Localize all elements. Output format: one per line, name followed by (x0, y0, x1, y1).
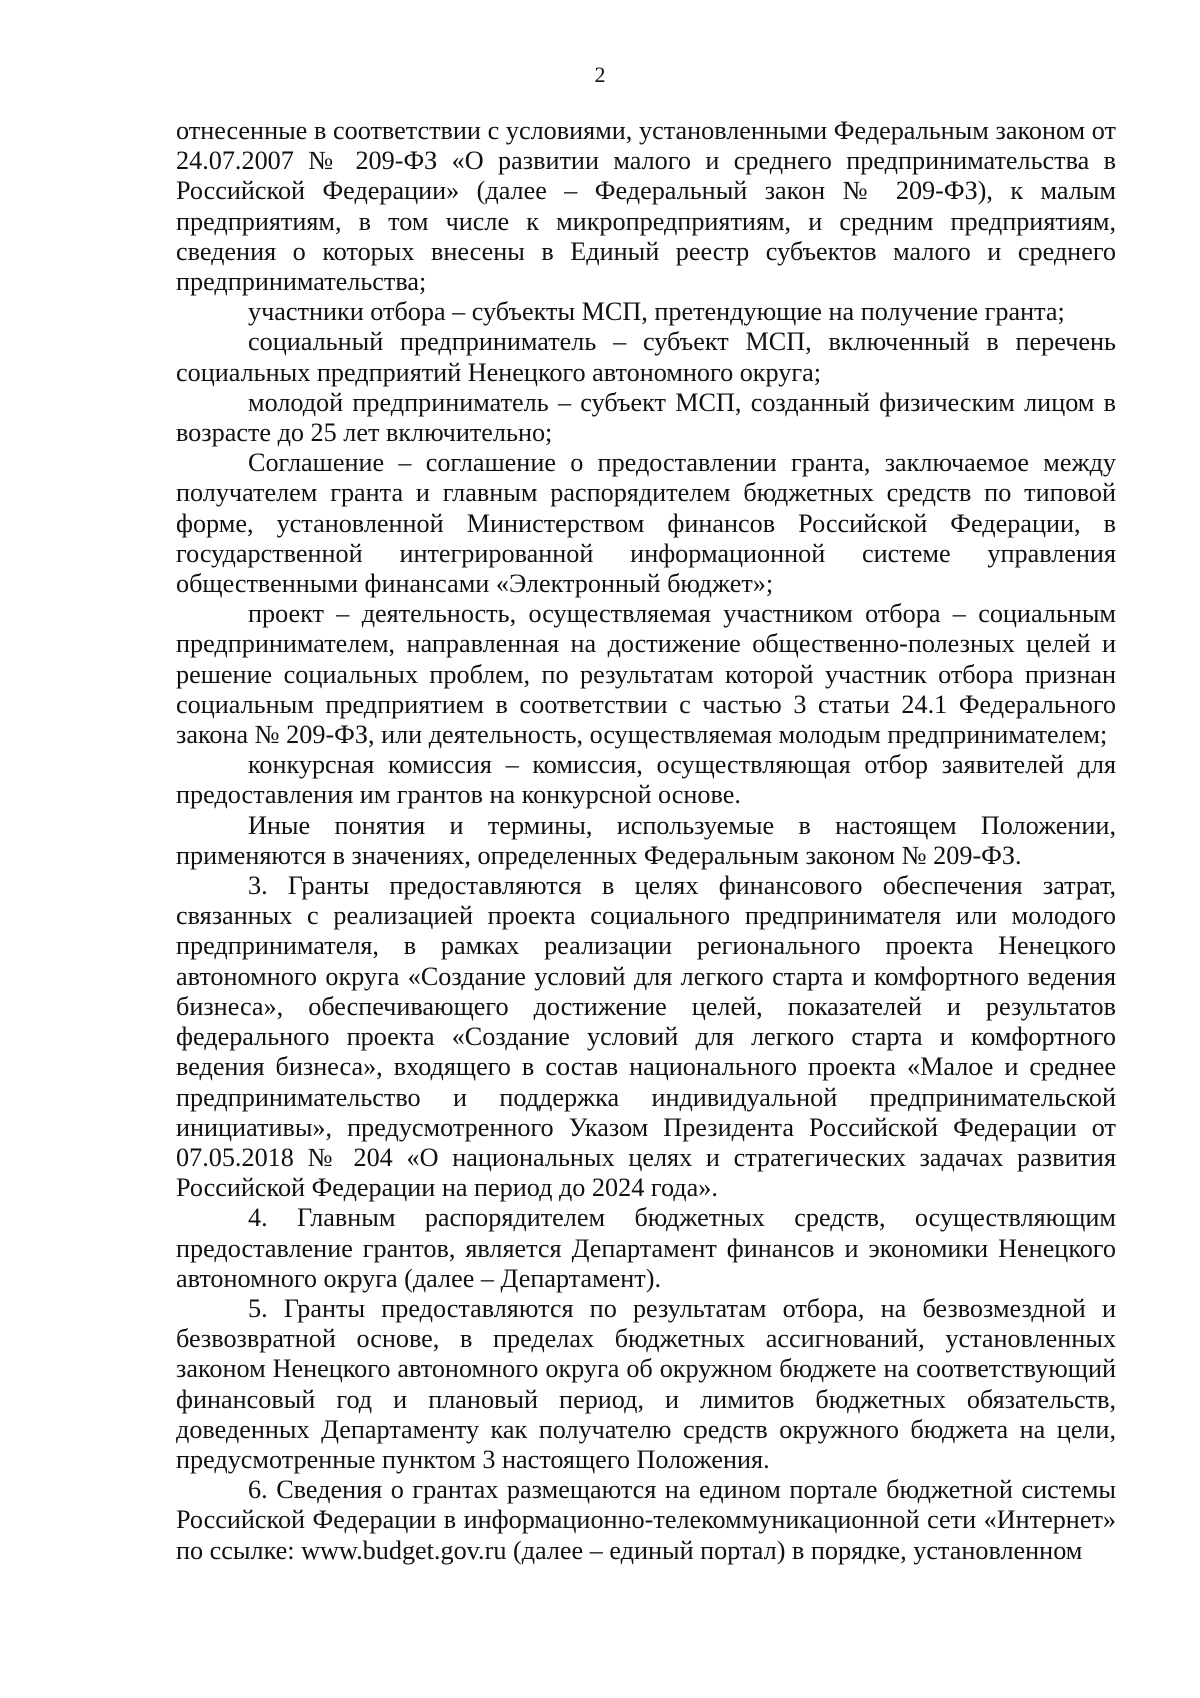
paragraph-definition-social-entrepreneur: социальный предприниматель – субъект МСП, включенный в перечень социальных предприятий Ненецкого автономного округа; (176, 327, 1116, 387)
paragraph-definition-commission: конкурсная комиссия – комиссия, осуществляющая отбор заявителей для предоставления им грантов на конкурсной основе. (176, 750, 1116, 810)
paragraph-definition-msp-continuation: отнесенные в соответствии с условиями, установленными Федеральным законом от 24.07.2007 № 209-ФЗ «О развитии малого и среднего предпринимательства в Российской Федерации» (далее – Федеральный закон № 209-ФЗ), к малым предприятиям, в том числе к микропредприятиям, и средним предприятиям, сведения о которых внесены в Единый реестр субъектов малого и среднего предпринимательства; (176, 116, 1116, 297)
paragraph-definition-participants: участники отбора – субъекты МСП, претендующие на получение гранта; (248, 297, 1065, 327)
paragraph-clause-4: 4. Главным распорядителем бюджетных средств, осуществляющим предоставление грантов, является Департамент финансов и экономики Ненецкого автономного округа (далее – Департамент). (176, 1203, 1116, 1293)
page-number: 2 (594, 62, 606, 87)
paragraph-definition-project: проект – деятельность, осуществляемая участником отбора – социальным предпринимателем, направленная на достижение общественно-полезных целей и решение социальных проблем, по результатам которой участник отбора признан социальным предприятием в соответствии с частью 3 статьи 24.1 Федерального закона № 209-ФЗ, или деятельность, осуществляемая молодым предпринимателем; (176, 599, 1116, 750)
paragraph-definition-agreement: Соглашение – соглашение о предоставлении гранта, заключаемое между получателем гранта и главным распорядителем бюджетных средств по типовой форме, установленной Министерством финансов Российской Федерации, в государственной интегрированной информационной системе управления общественными финансами «Электронный бюджет»; (176, 448, 1116, 599)
paragraph-other-terms: Иные понятия и термины, используемые в настоящем Положении, применяются в значениях, определенных Федеральным законом № 209-ФЗ. (176, 810, 1116, 870)
paragraph-clause-3: 3. Гранты предоставляются в целях финансового обеспечения затрат, связанных с реализацией проекта социального предпринимателя или молодого предпринимателя, в рамках реализации регионального проекта Ненецкого автономного округа «Создание условий для легкого старта и комфортного ведения бизнеса», обеспечивающего достижение целей, показателей и результатов федерального проекта «Создание условий для легкого старта и комфортного ведения бизнеса», входящего в состав национального проекта «Малое и среднее предпринимательство и поддержка индивидуальной предпринимательской инициативы», предусмотренного Указом Президента Российской Федерации от 07.05.2018 № 204 «О национальных целях и стратегических задачах развития Российской Федерации на период до 2024 года». (176, 871, 1116, 1203)
document-body (176, 116, 1116, 1566)
paragraph-clause-5: 5. Гранты предоставляются по результатам отбора, на безвозмездной и безвозвратной основе, в пределах бюджетных ассигнований, установленных законом Ненецкого автономного округа об окружном бюджете на соответствующий финансовый год и плановый период, и лимитов бюджетных обязательств, доведенных Департаменту как получателю средств окружного бюджета на цели, предусмотренные пунктом 3 настоящего Положения. (176, 1293, 1116, 1474)
paragraph-definition-young-entrepreneur: молодой предприниматель – субъект МСП, созданный физическим лицом в возрасте до 25 лет включительно; (176, 387, 1116, 448)
paragraph-clause-6: 6. Сведения о грантах размещаются на едином портале бюджетной системы Российской Федерации в информационно-телекоммуникационной сети «Интернет» по ссылке: www.budget.gov.ru (далее – единый портал) в порядке, установленном (176, 1475, 1116, 1565)
